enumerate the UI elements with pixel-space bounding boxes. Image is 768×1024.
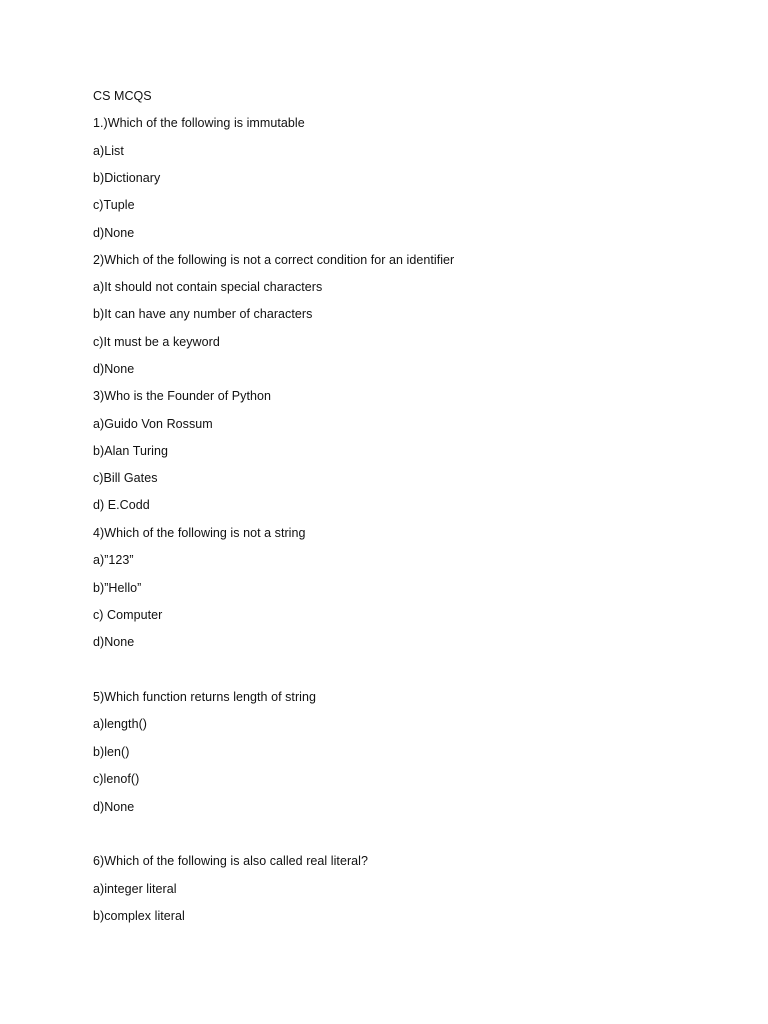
- question-text: 6)Which of the following is also called real literal?: [93, 854, 369, 868]
- option-d: d)None: [93, 362, 135, 376]
- option-b: b)len(): [93, 745, 130, 759]
- question-text: 1.)Which of the following is immutable: [93, 116, 305, 130]
- option-a: a)Guido Von Rossum: [93, 417, 213, 431]
- option-a: a)integer literal: [93, 882, 177, 896]
- option-a: a)length(): [93, 717, 147, 731]
- option-d: d)None: [93, 800, 135, 814]
- option-c: c)Bill Gates: [93, 471, 158, 485]
- question-text: 4)Which of the following is not a string: [93, 526, 306, 540]
- option-c: c)It must be a keyword: [93, 335, 220, 349]
- option-c: c)Tuple: [93, 198, 135, 212]
- option-d: d)None: [93, 635, 135, 649]
- option-a: a)List: [93, 144, 124, 158]
- option-b: b)Dictionary: [93, 171, 161, 185]
- option-b: b)complex literal: [93, 909, 185, 923]
- question-text: 3)Who is the Founder of Python: [93, 389, 271, 403]
- option-d: d) E.Codd: [93, 498, 150, 512]
- option-b: b)Alan Turing: [93, 444, 168, 458]
- option-c: c)lenof(): [93, 772, 140, 786]
- option-a: a)It should not contain special characters: [93, 280, 323, 294]
- option-d: d)None: [93, 226, 135, 240]
- option-b: b)”Hello”: [93, 581, 142, 595]
- document-title: CS MCQS: [93, 89, 152, 103]
- option-c: c) Computer: [93, 608, 163, 622]
- question-text: 5)Which function returns length of string: [93, 690, 316, 704]
- question-text: 2)Which of the following is not a correct condition for an identifier: [93, 253, 455, 267]
- option-b: b)It can have any number of characters: [93, 307, 313, 321]
- option-a: a)”123”: [93, 553, 134, 567]
